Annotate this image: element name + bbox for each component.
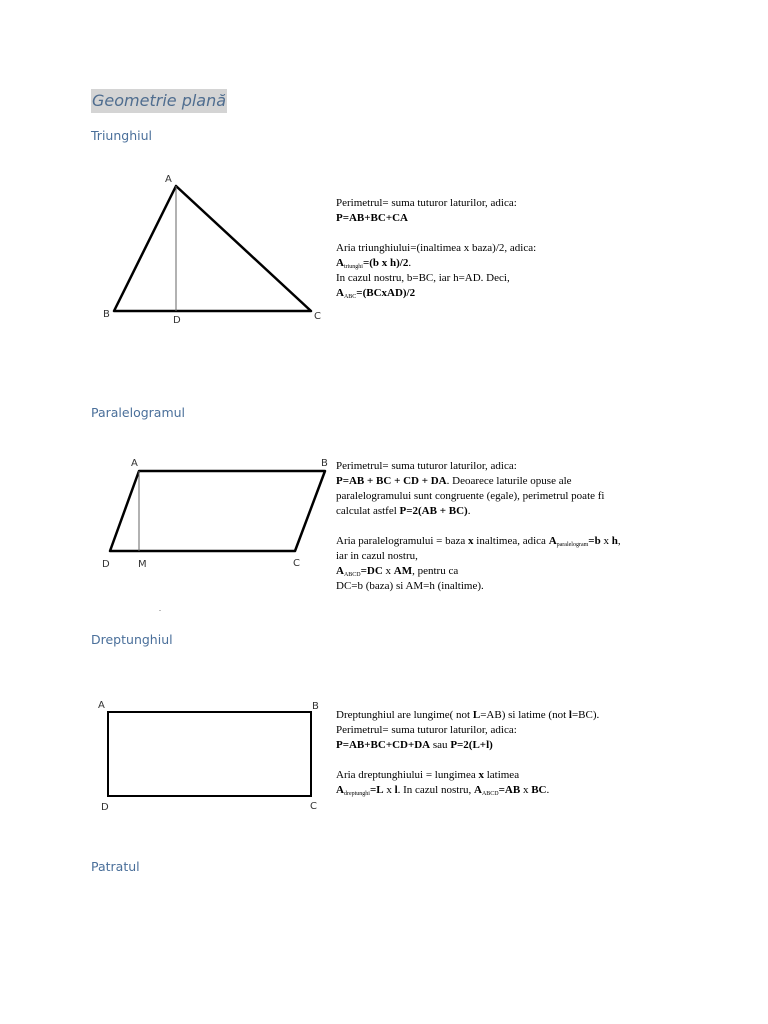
perimeter-formula: P=AB+BC+CA bbox=[336, 212, 408, 224]
heading-paralelogram: Paralelogramul bbox=[91, 405, 186, 420]
page-title: Geometrie plană bbox=[91, 89, 227, 113]
area-line: Aria dreptunghiului = lungimea x latimea bbox=[336, 769, 520, 781]
perimeter-formula: P=AB+BC+CD+DA sau P=2(L+l) bbox=[336, 739, 493, 751]
rectangle-shape bbox=[108, 712, 311, 796]
heading-patrat: Patratul bbox=[91, 859, 140, 874]
perimeter-formula2: calculat astfel P=2(AB + BC). bbox=[336, 505, 471, 517]
perimeter-formula: P=AB + BC + CD + DA. Deoarece laturile opuse ale bbox=[336, 475, 572, 487]
stray-dot: . bbox=[159, 604, 161, 613]
label-m: M bbox=[138, 559, 147, 570]
rectangle-diagram bbox=[0, 0, 340, 830]
dc-line: DC=b (baza) si AM=h (inaltime). bbox=[336, 580, 484, 592]
label-b: B bbox=[103, 309, 110, 320]
perimeter-cont: paralelogramului sunt congruente (egale), perimetrul poate fi bbox=[336, 490, 605, 502]
perimeter-line: Perimetrul= suma tuturor laturilor, adica: bbox=[336, 460, 517, 472]
label-a: A bbox=[165, 174, 172, 185]
triangle-text bbox=[336, 196, 536, 301]
label-c: C bbox=[314, 311, 321, 322]
label-c: C bbox=[293, 558, 300, 569]
area-formula: $A_{triunghi}=(b$ x h)/2. bbox=[336, 257, 412, 270]
label-a: A bbox=[98, 700, 105, 711]
area-line: Aria triunghiului=(inaltimea x baza)/2, adica: bbox=[336, 242, 537, 254]
intro-line: Dreptunghiul are lungime( not L=AB) si latime (not l=BC). bbox=[336, 709, 600, 721]
label-b: B bbox=[321, 458, 328, 469]
label-b: B bbox=[312, 701, 319, 712]
label-d: D bbox=[101, 802, 109, 813]
heading-dreptunghi: Dreptunghiul bbox=[91, 632, 173, 647]
label-d: D bbox=[102, 559, 110, 570]
case-line: In cazul nostru, b=BC, iar h=AD. Deci, bbox=[336, 272, 510, 284]
label-c: C bbox=[310, 801, 317, 812]
rectangle-text bbox=[336, 708, 599, 798]
area-line: Aria paralelogramului = baza x inaltimea, adica $A_{paralelogram}=b$ x h, bbox=[336, 535, 621, 548]
label-d: D bbox=[173, 315, 181, 326]
abcd-formula: $A_{ABCD}=DC$ x AM, pentru ca bbox=[336, 565, 459, 578]
perimeter-line: Perimetrul= suma tuturor laturilor, adica: bbox=[336, 724, 517, 736]
case-line: iar in cazul nostru, bbox=[336, 550, 418, 562]
label-a: A bbox=[131, 458, 138, 469]
heading-triunghi: Triunghiul bbox=[91, 128, 152, 143]
abc-formula: $A_{ABC}=(BCxAD)/2$ bbox=[336, 287, 416, 300]
area-formula: $A_{dreptunghi}=L$ x l. In cazul nostru, $A_{ABCD}=AB$ x BC. bbox=[336, 784, 550, 797]
parallelogram-text bbox=[336, 459, 621, 594]
perimeter-line: Perimetrul= suma tuturor laturilor, adica: bbox=[336, 197, 517, 209]
